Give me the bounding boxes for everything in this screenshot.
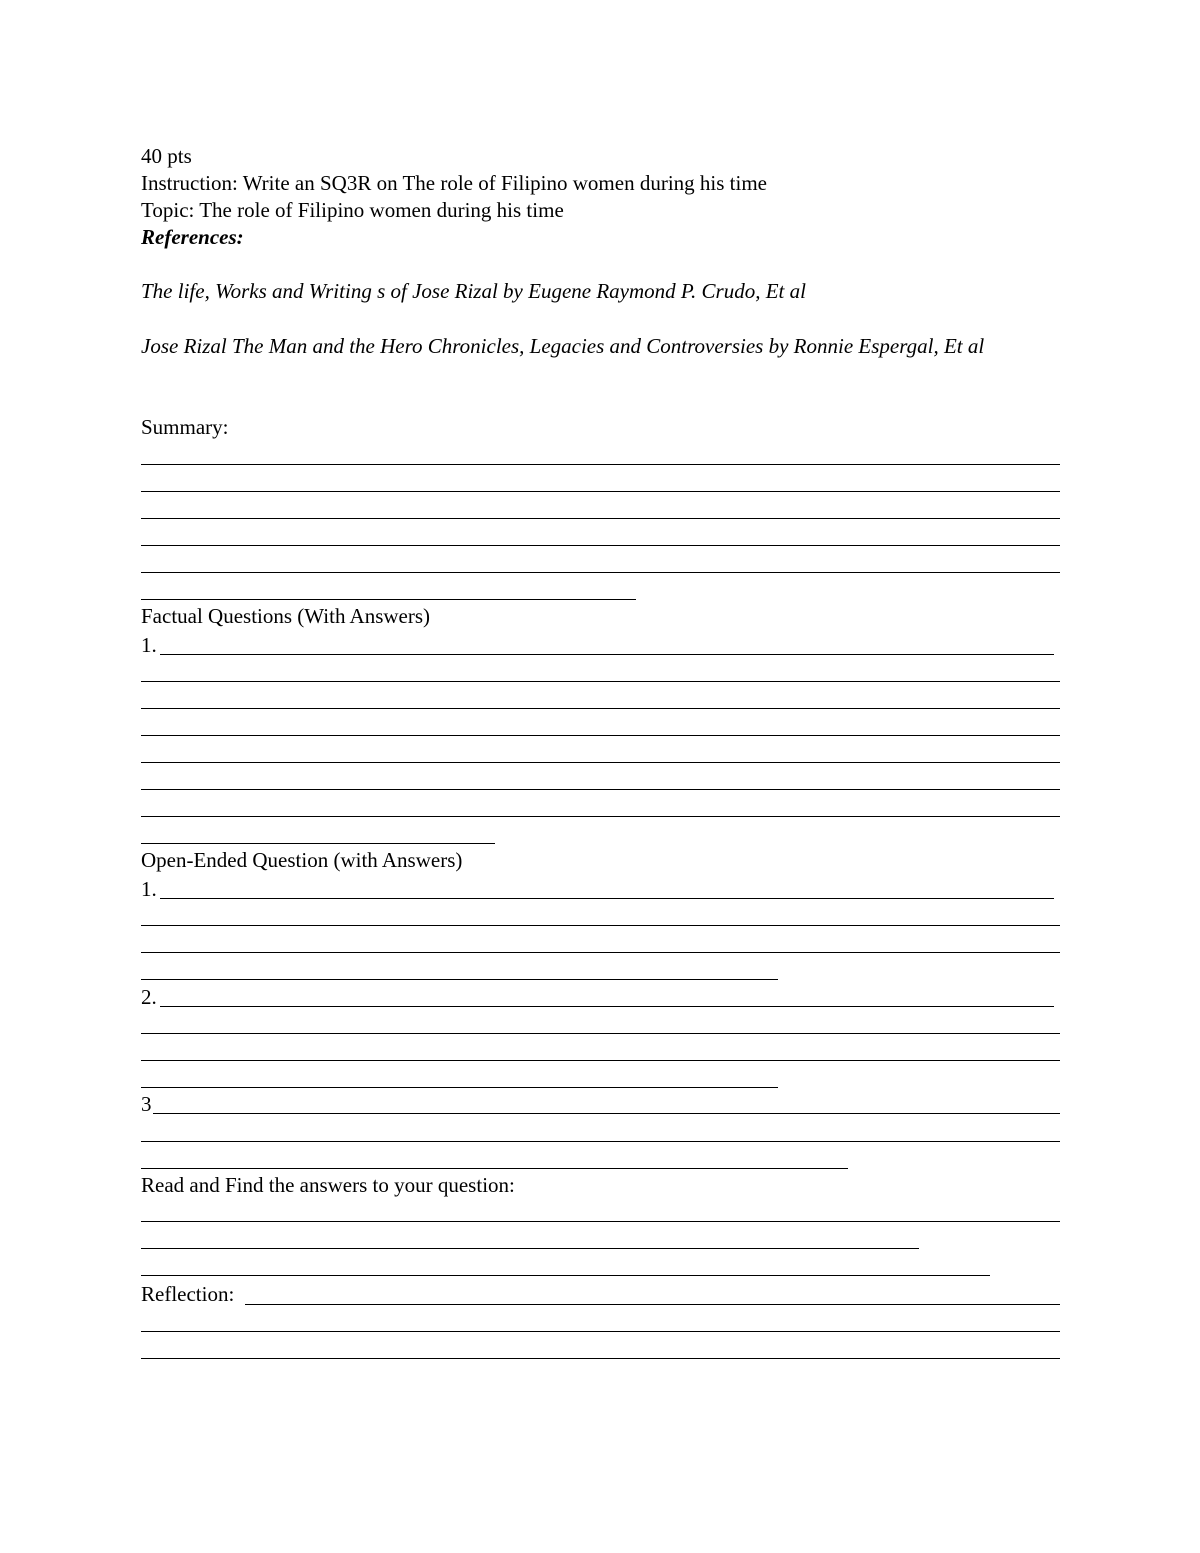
answer-line[interactable] bbox=[141, 681, 1060, 682]
answer-line[interactable] bbox=[141, 572, 1060, 573]
answer-line[interactable] bbox=[141, 762, 1060, 763]
answer-line[interactable] bbox=[141, 925, 1060, 926]
answer-line[interactable] bbox=[141, 1141, 1060, 1142]
answer-line[interactable] bbox=[160, 898, 1054, 899]
question-number: 3 bbox=[141, 1092, 152, 1116]
answer-line[interactable] bbox=[141, 1087, 778, 1088]
answer-line[interactable] bbox=[141, 1248, 919, 1249]
points-label: 40 pts bbox=[141, 144, 192, 168]
reference-item: Jose Rizal The Man and the Hero Chronicles, Legacies and Controversies by Ronnie Espergal, Et al bbox=[141, 334, 985, 358]
answer-line[interactable] bbox=[141, 464, 1060, 465]
answer-line[interactable] bbox=[141, 789, 1060, 790]
answer-line[interactable] bbox=[141, 843, 495, 844]
answer-line[interactable] bbox=[141, 1221, 1060, 1222]
answer-line[interactable] bbox=[141, 599, 636, 600]
answer-line[interactable] bbox=[141, 1060, 1060, 1061]
answer-line[interactable] bbox=[141, 518, 1060, 519]
answer-line[interactable] bbox=[141, 1033, 1060, 1034]
answer-line[interactable] bbox=[141, 1331, 1060, 1332]
answer-line[interactable] bbox=[141, 952, 1060, 953]
open-ended-label: Open-Ended Question (with Answers) bbox=[141, 848, 463, 872]
answer-line[interactable] bbox=[141, 816, 1060, 817]
answer-line[interactable] bbox=[141, 708, 1060, 709]
answer-line[interactable] bbox=[141, 1275, 990, 1276]
question-number: 1. bbox=[141, 633, 157, 657]
factual-questions-label: Factual Questions (With Answers) bbox=[141, 604, 431, 628]
answer-line[interactable] bbox=[141, 1358, 1060, 1359]
summary-label: Summary: bbox=[141, 415, 229, 439]
answer-line[interactable] bbox=[160, 1006, 1054, 1007]
answer-line[interactable] bbox=[153, 1113, 1060, 1114]
answer-line[interactable] bbox=[141, 545, 1060, 546]
answer-line[interactable] bbox=[141, 1168, 848, 1169]
reflection-label: Reflection: bbox=[141, 1282, 235, 1306]
answer-line[interactable] bbox=[245, 1304, 1060, 1305]
answer-line[interactable] bbox=[160, 654, 1054, 655]
question-number: 2. bbox=[141, 985, 157, 1009]
question-number: 1. bbox=[141, 877, 157, 901]
answer-line[interactable] bbox=[141, 735, 1060, 736]
answer-line[interactable] bbox=[141, 979, 778, 980]
answer-line[interactable] bbox=[141, 491, 1060, 492]
instruction-text: Instruction: Write an SQ3R on The role of Filipino women during his time bbox=[141, 171, 767, 195]
topic-text: Topic: The role of Filipino women during his time bbox=[141, 198, 564, 222]
references-heading: References: bbox=[141, 225, 244, 249]
read-find-label: Read and Find the answers to your question: bbox=[141, 1173, 515, 1197]
reference-item: The life, Works and Writing s of Jose Rizal by Eugene Raymond P. Crudo, Et al bbox=[141, 279, 806, 303]
